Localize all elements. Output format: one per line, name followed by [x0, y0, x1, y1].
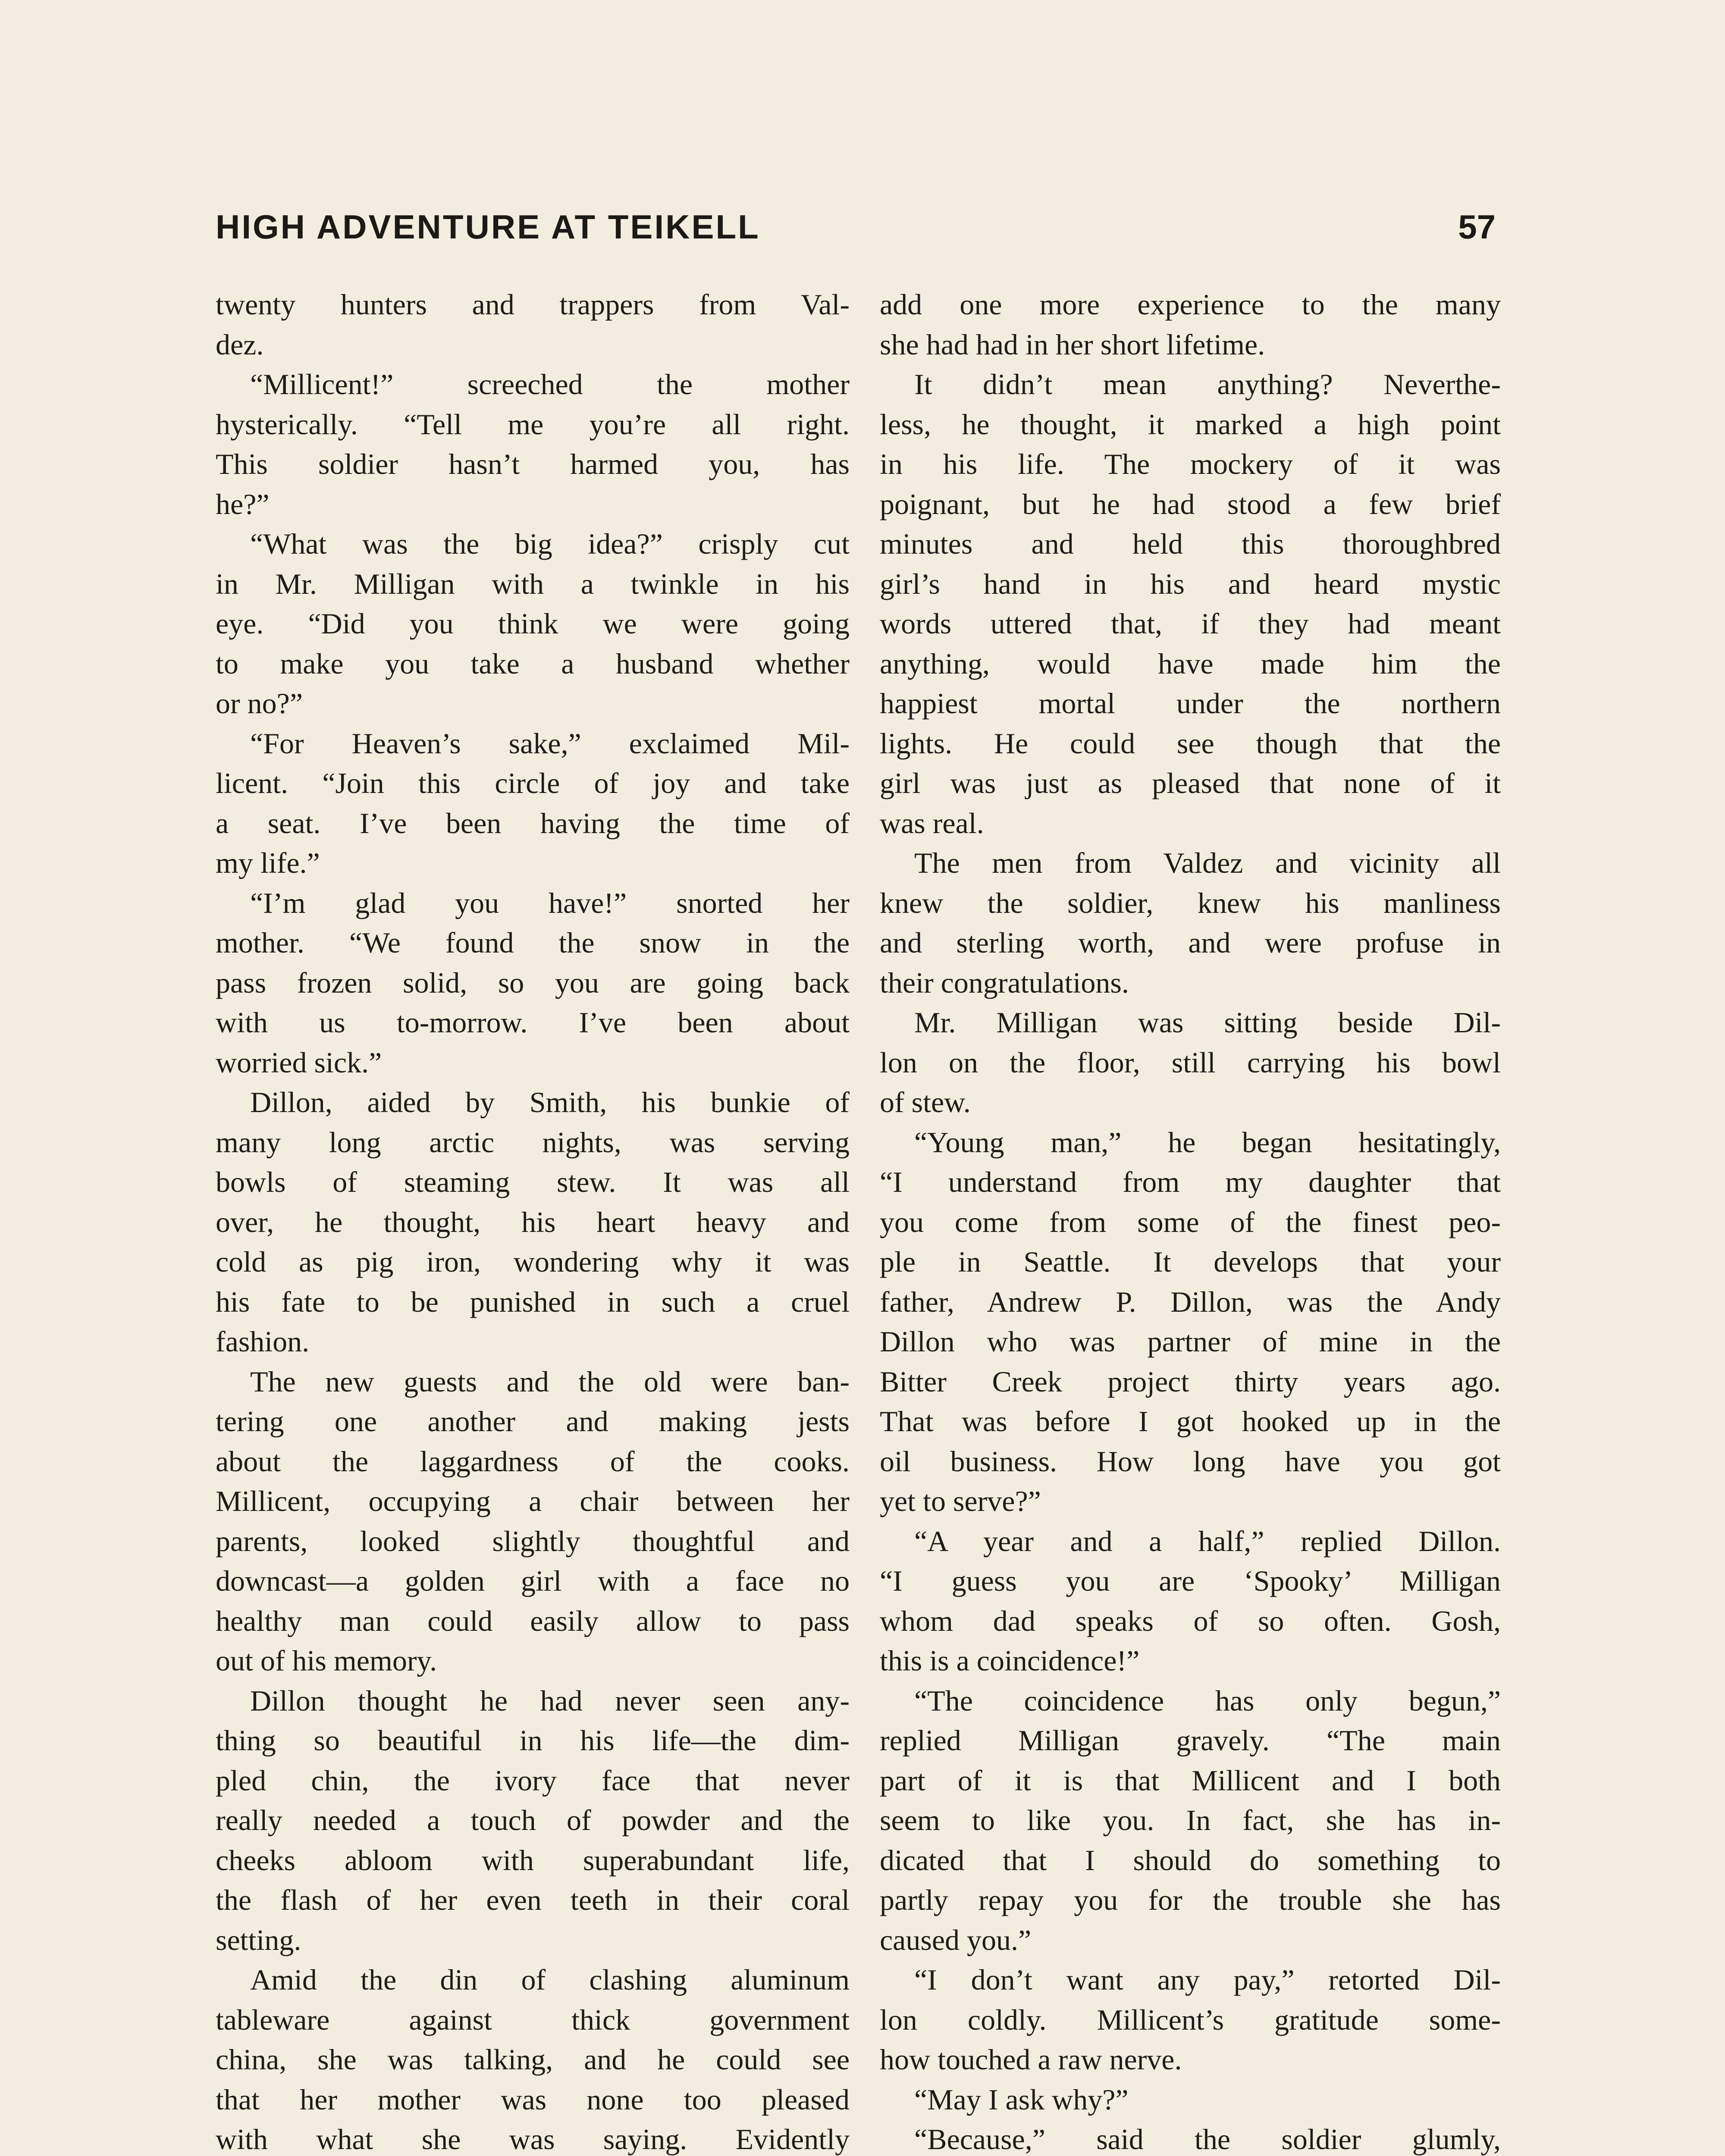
text-line: “I’m glad you have!” snorted her	[250, 886, 850, 919]
text-line: dicated that I should do something to	[880, 1843, 1501, 1877]
text-line: she had had in her short lifetime.	[880, 328, 1265, 361]
text-line: over, he thought, his heart heavy and	[216, 1205, 850, 1238]
text-line: setting.	[216, 1923, 301, 1956]
text-column-left	[216, 285, 850, 2156]
text-line: cold as pig iron, wondering why it was	[216, 1245, 850, 1278]
text-line: his fate to be punished in such a cruel	[216, 1285, 850, 1318]
text-line: healthy man could easily allow to pass	[216, 1604, 850, 1637]
text-line: to make you take a husband whether	[216, 647, 850, 680]
text-line: my life.”	[216, 846, 320, 879]
text-line: parents, looked slightly thoughtful and	[216, 1524, 850, 1557]
text-line: twenty hunters and trappers from Val-	[216, 288, 850, 321]
text-line: with us to-morrow. I’ve been about	[216, 1006, 850, 1039]
text-line: mother. “We found the snow in the	[216, 926, 850, 959]
text-line: add one more experience to the many	[880, 288, 1501, 321]
text-line: “Millicent!” screeched the mother	[250, 368, 850, 401]
text-line: yet to serve?”	[880, 1485, 1041, 1517]
text-line: many long arctic nights, was serving	[216, 1125, 850, 1159]
text-line: eye. “Did you think we were going	[216, 607, 850, 640]
text-line: “Young man,” he began hesitatingly,	[914, 1125, 1501, 1159]
text-line: in Mr. Milligan with a twinkle in his	[216, 567, 850, 600]
text-line: Millicent, occupying a chair between her	[216, 1485, 850, 1517]
text-line: their congratulations.	[880, 966, 1129, 999]
page-number: 57	[1458, 208, 1496, 246]
text-line: Amid the din of clashing aluminum	[250, 1963, 850, 1996]
text-line: that her mother was none too pleased	[216, 2083, 850, 2116]
text-line: knew the soldier, knew his manliness	[880, 886, 1501, 919]
text-line: part of it is that Millicent and I both	[880, 1764, 1501, 1797]
text-line: tableware against thick government	[216, 2003, 850, 2036]
text-line: was real.	[880, 806, 984, 840]
text-line: with what she was saying. Evidently	[216, 2123, 850, 2156]
text-line: Dillon, aided by Smith, his bunkie of	[250, 1086, 850, 1119]
text-line: minutes and held this thoroughbred	[880, 527, 1501, 560]
text-line: you come from some of the finest peo-	[880, 1205, 1501, 1238]
text-line: lon coldly. Millicent’s gratitude some-	[880, 2003, 1501, 2036]
text-line: replied Milligan gravely. “The main	[880, 1724, 1501, 1757]
text-line: of stew.	[880, 1086, 971, 1119]
text-line: oil business. How long have you got	[880, 1445, 1501, 1478]
text-line: downcast—a golden girl with a face no	[216, 1564, 850, 1597]
text-line: “I don’t want any pay,” retorted Dil-	[914, 1963, 1501, 1996]
text-line: “Because,” said the soldier glumly,	[914, 2123, 1501, 2156]
text-line: really needed a touch of powder and the	[216, 1804, 850, 1836]
text-line: partly repay you for the trouble she has	[880, 1883, 1501, 1916]
text-line: poignant, but he had stood a few brief	[880, 487, 1501, 520]
text-line: “The coincidence has only begun,”	[914, 1684, 1501, 1717]
text-line: lon on the floor, still carrying his bowl	[880, 1046, 1501, 1079]
text-line: dez.	[216, 328, 264, 361]
text-line: father, Andrew P. Dillon, was the Andy	[880, 1285, 1501, 1318]
text-line: “For Heaven’s sake,” exclaimed Mil-	[250, 727, 850, 760]
text-line: how touched a raw nerve.	[880, 2043, 1182, 2076]
text-line: thing so beautiful in his life—the dim-	[216, 1724, 850, 1757]
text-line: and sterling worth, and were profuse in	[880, 926, 1501, 959]
text-line: The new guests and the old were ban-	[250, 1365, 850, 1398]
text-line: seem to like you. In fact, she has in-	[880, 1804, 1501, 1836]
text-line: Bitter Creek project thirty years ago.	[880, 1365, 1501, 1398]
text-line: or no?”	[216, 687, 303, 720]
text-line: anything, would have made him the	[880, 647, 1501, 680]
text-line: the flash of her even teeth in their coral	[216, 1883, 850, 1916]
text-line: “May I ask why?”	[914, 2083, 1129, 2116]
text-line: That was before I got hooked up in the	[880, 1405, 1501, 1438]
text-line: words uttered that, if they had meant	[880, 607, 1501, 640]
text-line: It didn’t mean anything? Neverthe-	[914, 368, 1501, 401]
text-line: bowls of steaming stew. It was all	[216, 1166, 850, 1198]
text-line: hysterically. “Tell me you’re all right.	[216, 407, 850, 441]
text-line: “I guess you are ‘Spooky’ Milligan	[880, 1564, 1501, 1597]
text-line: happiest mortal under the northern	[880, 687, 1501, 720]
text-line: ple in Seattle. It develops that your	[880, 1245, 1501, 1278]
text-line: lights. He could see though that the	[880, 727, 1501, 760]
running-header-title: HIGH ADVENTURE AT TEIKELL	[216, 208, 760, 246]
text-line: “I understand from my daughter that	[880, 1166, 1501, 1198]
text-line: fashion.	[216, 1325, 310, 1358]
text-line: a seat. I’ve been having the time of	[216, 806, 850, 840]
text-line: caused you.”	[880, 1923, 1032, 1956]
text-line: licent. “Join this circle of joy and take	[216, 767, 850, 799]
text-line: about the laggardness of the cooks.	[216, 1445, 850, 1478]
text-line: pass frozen solid, so you are going back	[216, 966, 850, 999]
text-line: china, she was talking, and he could see	[216, 2043, 850, 2076]
text-line: tering one another and making jests	[216, 1405, 850, 1438]
text-line: pled chin, the ivory face that never	[216, 1764, 850, 1797]
text-line: worried sick.”	[216, 1046, 382, 1079]
text-line: Mr. Milligan was sitting beside Dil-	[914, 1006, 1501, 1039]
text-line: cheeks abloom with superabundant life,	[216, 1843, 850, 1877]
text-line: “A year and a half,” replied Dillon.	[914, 1524, 1501, 1557]
text-column-right	[880, 285, 1501, 2156]
text-line: he?”	[216, 487, 270, 520]
text-line: “What was the big idea?” crisply cut	[250, 527, 850, 560]
text-line: this is a coincidence!”	[880, 1644, 1140, 1677]
text-line: The men from Valdez and vicinity all	[914, 846, 1501, 879]
text-line: girl was just as pleased that none of it	[880, 767, 1501, 799]
text-line: girl’s hand in his and heard mystic	[880, 567, 1501, 600]
text-line: whom dad speaks of so often. Gosh,	[880, 1604, 1501, 1637]
text-line: less, he thought, it marked a high point	[880, 407, 1501, 441]
text-line: out of his memory.	[216, 1644, 437, 1677]
text-line: in his life. The mockery of it was	[880, 448, 1501, 480]
text-line: Dillon who was partner of mine in the	[880, 1325, 1501, 1358]
text-line: This soldier hasn’t harmed you, has	[216, 448, 850, 480]
text-line: Dillon thought he had never seen any-	[250, 1684, 850, 1717]
